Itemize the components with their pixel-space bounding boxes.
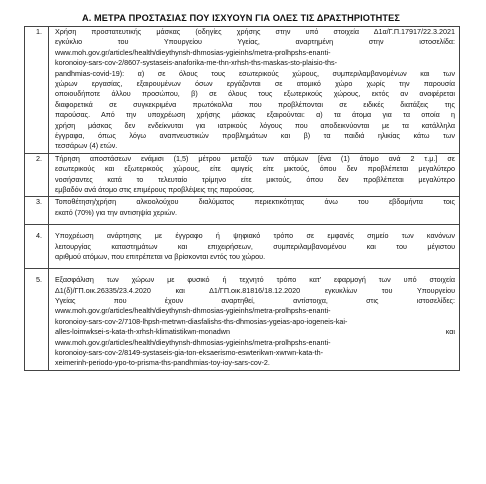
measure-text (49, 27, 460, 154)
measure-row-2 (25, 153, 460, 197)
text-line: alles-loimwksei-s-kata-th-xrhsh-klimatistikwn-monadwn και (55, 327, 455, 337)
measure-row-5 (25, 269, 460, 371)
measure-text (49, 197, 460, 225)
measure-row-4 (25, 225, 460, 269)
text-line: εμβαδόν ανά άτομο στις επιμέρους προβλέψεις της παρούσας. (55, 184, 255, 194)
text-line: εγκύκλιο του Υπουργείου Υγείας, αναρτημένη στην ιστοσελίδα: (55, 37, 455, 47)
text-line: λειτουργίας καταστημάτων και επιχειρήσεων, συμπεριλαμβανομένου και του μέγιστου (55, 241, 455, 251)
text-line: τεσσάρων (4) ετών. (55, 141, 118, 151)
text-line: έγγραφα, όπως λόγω αναπνευστικών προβλημάτων και β) τα παιδιά ηλικίας κάτω των (55, 130, 455, 140)
page-title: Α. ΜΕΤΡΑ ΠΡΟΣΤΑΣΙΑΣ ΠΟΥ ΙΣΧΥΟΥΝ ΓΙΑ ΟΛΕΣ ΤΙΣ ΔΡΑΣΤΗΡΙΟΤΗΤΕΣ (82, 13, 400, 23)
measure-number: 2. (25, 153, 49, 197)
text-line: www.moh.gov.gr/articles/health/dieythynsh-dhmosias-ygieinhs/metra-prolhpshs-enanti- (55, 47, 331, 57)
text-line: pandhmias-covid-19): α) σε όλους τους εσωτερικούς χώρους, συμπεριλαμβανομένων και των (55, 68, 455, 78)
text-line: Υγείας που έχουν αναρτηθεί, αντίστοιχα, στις ιστοσελίδες: (55, 296, 455, 306)
measure-row-3 (25, 197, 460, 225)
measure-number: 1. (25, 27, 49, 154)
text-line: Τήρηση αποστάσεων ενάμισι (1,5) μέτρου μεταξύ των ατόμων [ένα (1) άτομο ανά 2 τ.μ.] σε (55, 153, 455, 163)
measure-row-1 (25, 27, 460, 154)
text-line: koronoioy-sars-cov-2/8607-systaseis-anaforika-me-thn-xrhsh-ths-maskas-sto-plaisio-ths- (55, 58, 338, 68)
text-line: Χρήση προστατευτικής μάσκας (οδηγίες χρήσης στην υπό στοιχεία Δ1α/Γ.Π.17917/22.3.2021 (55, 27, 455, 36)
measure-number: 5. (25, 269, 49, 371)
text-line: εσωτερικούς και εξωτερικούς χώρους, είτε αμιγείς είτε μικτούς, όπου δεν προβλέπεται μεγαλύτερο (55, 164, 455, 174)
text-line: εκατό (70%) για την αντισηψία χεριών. (55, 207, 177, 217)
text-line: koronoioy-sars-cov-2/7108-lhpsh-metrwn-diasfalishs-ths-dhmosias-ygeias-apo-iogeneis-kai- (55, 316, 348, 326)
text-line: www.moh.gov.gr/articles/health/dieythynsh-dhmosias-ygieinhs/metra-prolhpshs-enanti- (55, 337, 331, 347)
text-line: koronoioy-sars-cov-2/8149-systaseis-gia-ton-eksaerismo-eswterikwn-xwrwn-kata-th- (55, 348, 324, 358)
measure-text (49, 153, 460, 197)
text-line: Τοποθέτηση/χρήση αλκοολούχου διαλύματος περιεκτικότητας άνω του εβδομήντα τοις (55, 197, 455, 207)
text-line: χώρων εργασίας, εξαιρουμένων όσων εργάζονται σε ατομικό χώρο χωρίς την παρουσία (55, 78, 455, 88)
text-line: xeimerinh-periodo-ypo-to-prisma-ths-pandhmias-toy-ioy-sars-cov-2. (55, 358, 270, 368)
measure-text (49, 269, 460, 371)
text-line: νοσήσαντες κατά το τελευταίο τρίμηνο είτε μικτούς, όπου δεν προβλέπεται μεγαλύτερο (55, 174, 455, 184)
measure-number: 4. (25, 225, 49, 269)
text-line: Υποχρέωση ανάρτησης με έγγραφο ή ψηφιακό τρόπο σε εμφανές σημείο των κανόνων (55, 231, 455, 241)
measure-text (49, 225, 460, 269)
text-line: Δ1(δ)/ΓΠ.οικ.26335/23.4.2020 και Δ1/ΓΠ.οικ.81816/18.12.2020 εγκυκλίων του Υπουργείου (55, 285, 455, 295)
text-line: παρούσας. Από την υποχρέωση χρήσης μάσκας εξαιρούνται: α) τα άτομα για τα οποία η (55, 110, 455, 120)
measure-number: 3. (25, 197, 49, 225)
text-line: αριθμού ατόμων, που επιτρέπεται να βρίσκονται εντός του χώρου. (55, 251, 266, 261)
measures-table (24, 26, 460, 371)
text-line: www.moh.gov.gr/articles/health/dieythynsh-dhmosias-ygieinhs/metra-prolhpshs-enanti- (55, 306, 331, 316)
text-line: Εξασφάλιση των χώρων με φυσικό ή τεχνητό τρόπο κατ' εφαρμογή των υπό στοιχεία (55, 275, 455, 285)
text-line: οποιουδήποτε άλλου προσώπου, β) σε όλους τους εξωτερικούς χώρους, εκτός αν αναφέρεται (55, 89, 455, 99)
text-line: χρήση μάσκας δεν ενδείκνυται για ιατρικούς λόγους που αποδεικνύονται με τα κατάλληλα (55, 120, 455, 130)
text-line: διαφορετικά σε συγκεκριμένα πρωτόκολλα που προβλέπονται σε ειδικές διατάξεις της (55, 99, 455, 109)
